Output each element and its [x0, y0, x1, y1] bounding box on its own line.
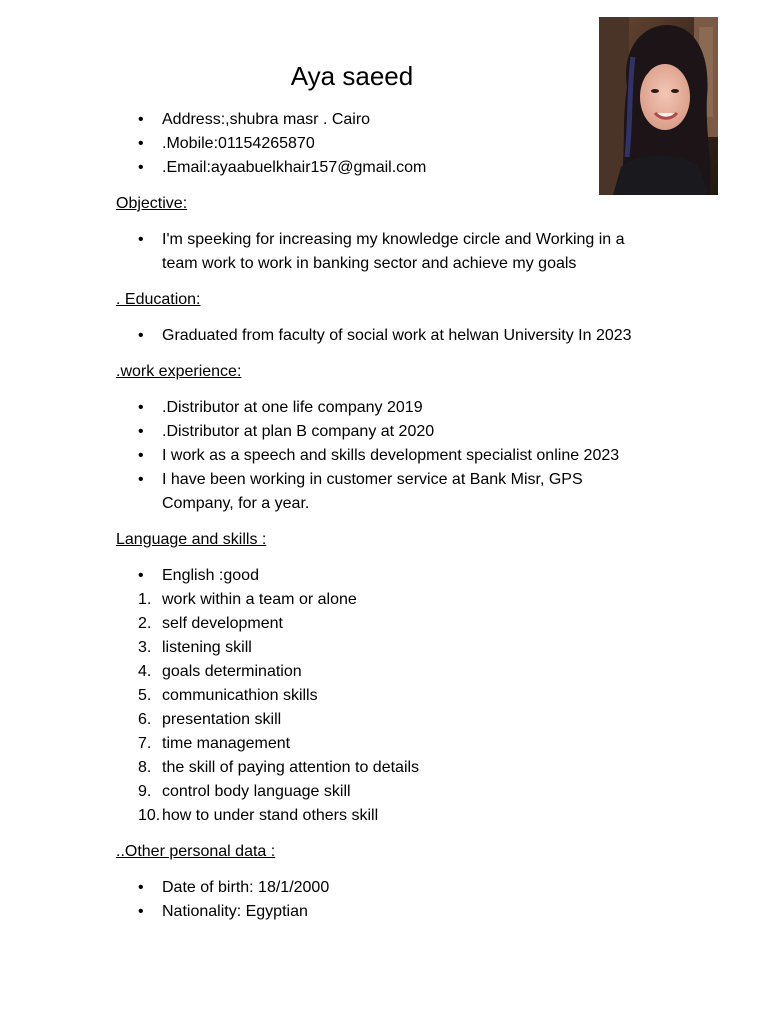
language-item: • English :good [116, 564, 656, 588]
skill-text: the skill of paying attention to details [162, 759, 420, 776]
objective-heading: Objective: [116, 195, 188, 212]
work-experience-item: • I work as a speech and skills development specialist online 2023 [116, 444, 656, 468]
skill-number: 10. [138, 807, 161, 824]
skill-number: 5. [138, 687, 152, 704]
personal-data-list [116, 876, 656, 924]
work-experience-heading: .work experience: [116, 363, 242, 380]
work-experience-item: • I have been working in customer service at Bank Misr, GPS Company, for a year. [116, 468, 656, 516]
contact-address: • Address:,shubra masr . Cairo [116, 108, 656, 132]
language-list [116, 564, 656, 588]
nationality: • Nationality: Egyptian [116, 900, 656, 924]
skill-item [116, 708, 656, 732]
contact-mobile: • .Mobile:01154265870 [116, 132, 656, 156]
skill-item [116, 804, 656, 828]
skill-text: goals determination [162, 663, 302, 680]
skill-item [116, 660, 656, 684]
skill-item [116, 756, 656, 780]
skill-item [116, 636, 656, 660]
education-item: • Graduated from faculty of social work at helwan University In 2023 [116, 324, 656, 348]
skill-number: 9. [138, 783, 152, 800]
contact-email: • .Email:ayaabuelkhair157@gmail.com [116, 156, 656, 180]
cv-content [116, 108, 656, 924]
skill-text: control body language skill [162, 783, 351, 800]
work-experience-item: • .Distributor at one life company 2019 [116, 396, 656, 420]
work-experience-item: • .Distributor at plan B company at 2020 [116, 420, 656, 444]
education-list [116, 324, 656, 348]
skill-item [116, 612, 656, 636]
skill-number: 1. [138, 591, 152, 608]
work-experience-list [116, 396, 656, 516]
skill-number: 8. [138, 759, 152, 776]
skill-text: listening skill [162, 639, 252, 656]
skill-text: self development [162, 615, 283, 632]
cv-name: Aya saeed [290, 61, 414, 91]
contact-list [116, 108, 656, 180]
skill-text: how to under stand others skill [162, 807, 379, 824]
date-of-birth: • Date of birth: 18/1/2000 [116, 876, 656, 900]
skill-text: presentation skill [162, 711, 282, 728]
skill-item [116, 684, 656, 708]
skill-number: 6. [138, 711, 152, 728]
skill-number: 7. [138, 735, 152, 752]
skill-text: time management [162, 735, 291, 752]
education-heading: . Education: [116, 291, 201, 308]
skill-number: 4. [138, 663, 152, 680]
skill-text: communicathion skills [162, 687, 318, 704]
skill-number: 2. [138, 615, 152, 632]
skills-heading: Language and skills : [116, 531, 267, 548]
skill-text: work within a team or alone [162, 591, 357, 608]
skill-item [116, 588, 656, 612]
skill-number: 3. [138, 639, 152, 656]
personal-data-heading: ..Other personal data : [116, 843, 276, 860]
skill-item [116, 780, 656, 804]
objective-item: • I'm speeking for increasing my knowledge circle and Working in a team work to work in banking sector and achieve my goals [116, 228, 656, 276]
skills-list [116, 588, 656, 828]
skill-item [116, 732, 656, 756]
objective-list [116, 228, 656, 276]
